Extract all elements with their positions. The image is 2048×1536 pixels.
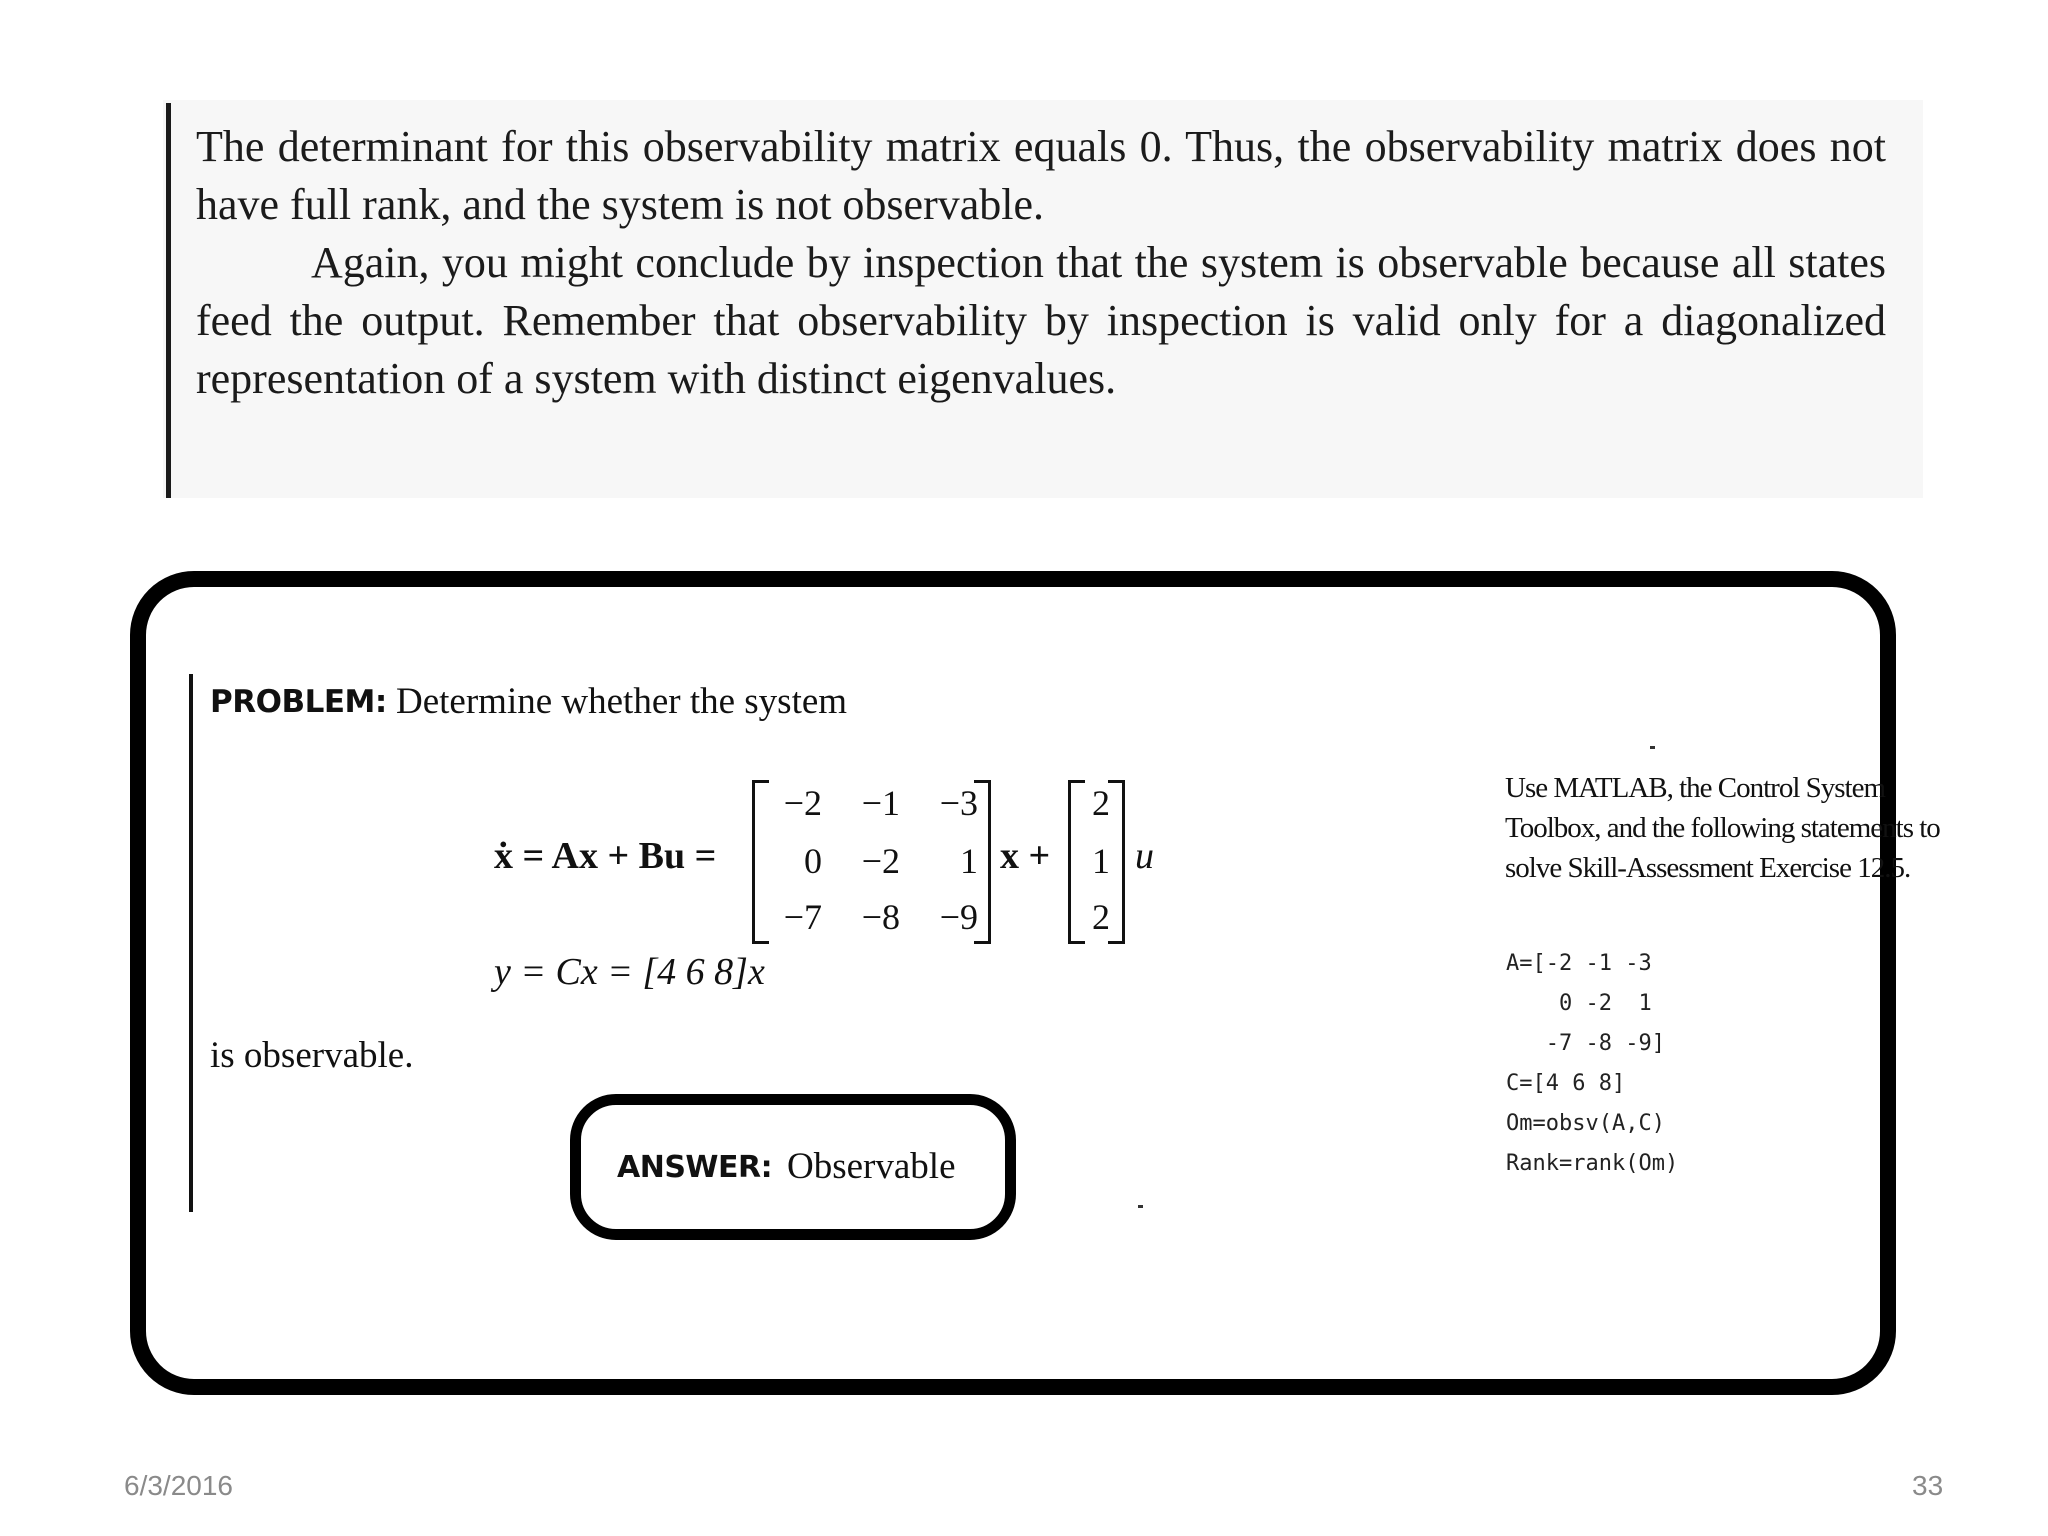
problem-margin-bar	[189, 674, 193, 1212]
excerpt-text	[196, 118, 1886, 408]
matrix-b-right-bracket	[1108, 780, 1125, 944]
state-equation-lhs: ẋ = Ax + Bu =	[494, 835, 717, 877]
scan-speck	[1650, 746, 1655, 749]
matrix-a-cell: −2	[861, 841, 900, 881]
matrix-a-cell: 0	[804, 841, 822, 881]
matrix-a-cell: −9	[939, 897, 978, 937]
slide-date: 6/3/2016	[124, 1470, 233, 1501]
slide-number: 33	[1912, 1470, 1944, 1501]
matrix-a-cell: −1	[861, 783, 900, 823]
state-equation-mid: x +	[1000, 835, 1051, 877]
answer-value: Observable	[787, 1146, 956, 1187]
problem-closing: is observable.	[210, 1035, 414, 1076]
matrix-a-cell: −7	[783, 897, 822, 937]
problem-label: PROBLEM:	[210, 684, 387, 720]
matlab-intro: Use MATLAB, the Control System Toolbox, and the following statements to solve Skill-Assessment Exercise 12.5.	[1505, 772, 1940, 884]
matrix-a-cell: 1	[960, 841, 978, 881]
matrix-a-cell: −3	[939, 783, 978, 823]
state-equation-input: u	[1135, 835, 1154, 877]
matlab-code: A=[-2 -1 -3 0 -2 1 -7 -8 -9] C=[4 6 8] Om=obsv(A,C) Rank=rank(Om)	[1506, 951, 1679, 1176]
output-equation: y = Cx = [4 6 8]x	[494, 951, 765, 993]
matrix-b-cell: 2	[1092, 897, 1110, 937]
matrix-b-cell: 2	[1092, 783, 1110, 823]
matrix-a-cell: −2	[783, 783, 822, 823]
matrix-a-cell: −8	[861, 897, 900, 937]
excerpt-paragraph-2: Again, you might conclude by inspection that the system is observable because all states feed the output. Remember that observability by inspection is valid only for a diagonalized representation of a system with distinct eigenvalues.	[196, 238, 1886, 403]
matrix-b-cell: 1	[1092, 841, 1110, 881]
excerpt-margin-bar	[166, 103, 171, 498]
problem-statement: Determine whether the system	[396, 681, 848, 722]
answer-label: ANSWER:	[617, 1150, 773, 1185]
scan-speck	[1138, 1205, 1143, 1208]
excerpt-paragraph-1: The determinant for this observability matrix equals 0. Thus, the observability matrix does not have full rank, and the system is not observable.	[196, 122, 1886, 229]
